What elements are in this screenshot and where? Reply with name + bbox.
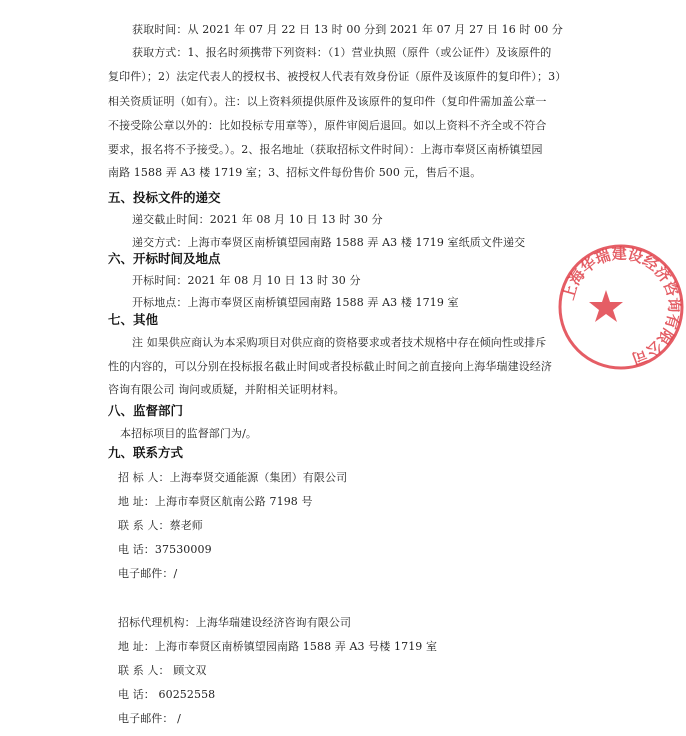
- obtain-method-line-1: 获取方式：1、报名时须携带下列资料：（1）营业执照（原件（或公证件）及该原件的: [132, 46, 552, 59]
- other-line-2: 性的内容的，可以分别在投标报名截止时间或者投标截止时间之前直接向上海华瑞建设经济: [108, 360, 552, 373]
- obtain-method-line-5: 要求，报名将不予接受。）。2、报名地址（获取招标文件时间）：上海市奉贤区南桥镇望园: [108, 143, 543, 156]
- section-7-heading: 七、其他: [108, 312, 159, 327]
- company-seal-icon: [556, 242, 686, 372]
- submit-method: 递交方式：上海市奉贤区南桥镇望园南路 1588 弄 A3 楼 1719 室纸质文件递交: [132, 236, 526, 249]
- agent-phone: 电 话： 60252558: [118, 688, 216, 701]
- obtain-method-line-2: 复印件）；2）法定代表人的授权书、被授权人代表有效身份证（原件及该原件的复印件）；3）: [108, 70, 567, 83]
- buyer-address: 地 址：上海市奉贤区航南公路 7198 号: [118, 495, 313, 508]
- agent-email: 电子邮件： /: [118, 712, 181, 725]
- obtain-method-line-6: 南路 1588 弄 A3 楼 1719 室；3、招标文件每份售价 500 元，售后不退。: [108, 166, 482, 179]
- agent-contact: 联 系 人： 顾文双: [118, 664, 207, 677]
- svg-text:上海华瑞建设经济咨询有限公司: 上海华瑞建设经济咨询有限公司: [559, 244, 684, 368]
- section-5-heading: 五、投标文件的递交: [108, 190, 221, 205]
- obtain-method-line-4: 不接受除公章以外的：比如投标专用章等），原件审阅后退回。如以上资料不齐全或不符合: [108, 119, 547, 132]
- buyer-name: 招 标 人：上海奉贤交通能源（集团）有限公司: [118, 471, 348, 484]
- section-8-heading: 八、监督部门: [108, 403, 184, 418]
- opening-time: 开标时间：2021 年 08 月 10 日 13 时 30 分: [132, 274, 361, 287]
- obtain-time: 获取时间：从 2021 年 07 月 22 日 13 时 00 分到 2021 年 07 月 27 日 16 时 00 分: [132, 23, 563, 36]
- buyer-contact: 联 系 人：蔡老师: [118, 519, 203, 532]
- buyer-email: 电子邮件：/: [118, 567, 178, 580]
- opening-place: 开标地点：上海市奉贤区南桥镇望园南路 1588 弄 A3 楼 1719 室: [132, 296, 459, 309]
- other-line-3: 咨询有限公司 询问或质疑，并附相关证明材料。: [108, 383, 345, 396]
- other-line-1: 注 如果供应商认为本采购项目对供应商的资格要求或者技术规格中存在倾向性或排斥: [132, 336, 547, 349]
- agent-address: 地 址：上海市奉贤区南桥镇望园南路 1588 弄 A3 号楼 1719 室: [118, 640, 438, 653]
- obtain-method-line-3: 相关资质证明（如有）。注：以上资料须提供原件及该原件的复印件（复印件需加盖公章一: [108, 95, 547, 108]
- supervision-text: 本招标项目的监督部门为/。: [120, 427, 258, 440]
- submit-deadline: 递交截止时间：2021 年 08 月 10 日 13 时 30 分: [132, 213, 383, 226]
- section-6-heading: 六、开标时间及地点: [108, 251, 221, 266]
- agent-name: 招标代理机构：上海华瑞建设经济咨询有限公司: [118, 616, 352, 629]
- buyer-phone: 电 话：37530009: [118, 543, 212, 556]
- section-9-heading: 九、联系方式: [108, 445, 184, 460]
